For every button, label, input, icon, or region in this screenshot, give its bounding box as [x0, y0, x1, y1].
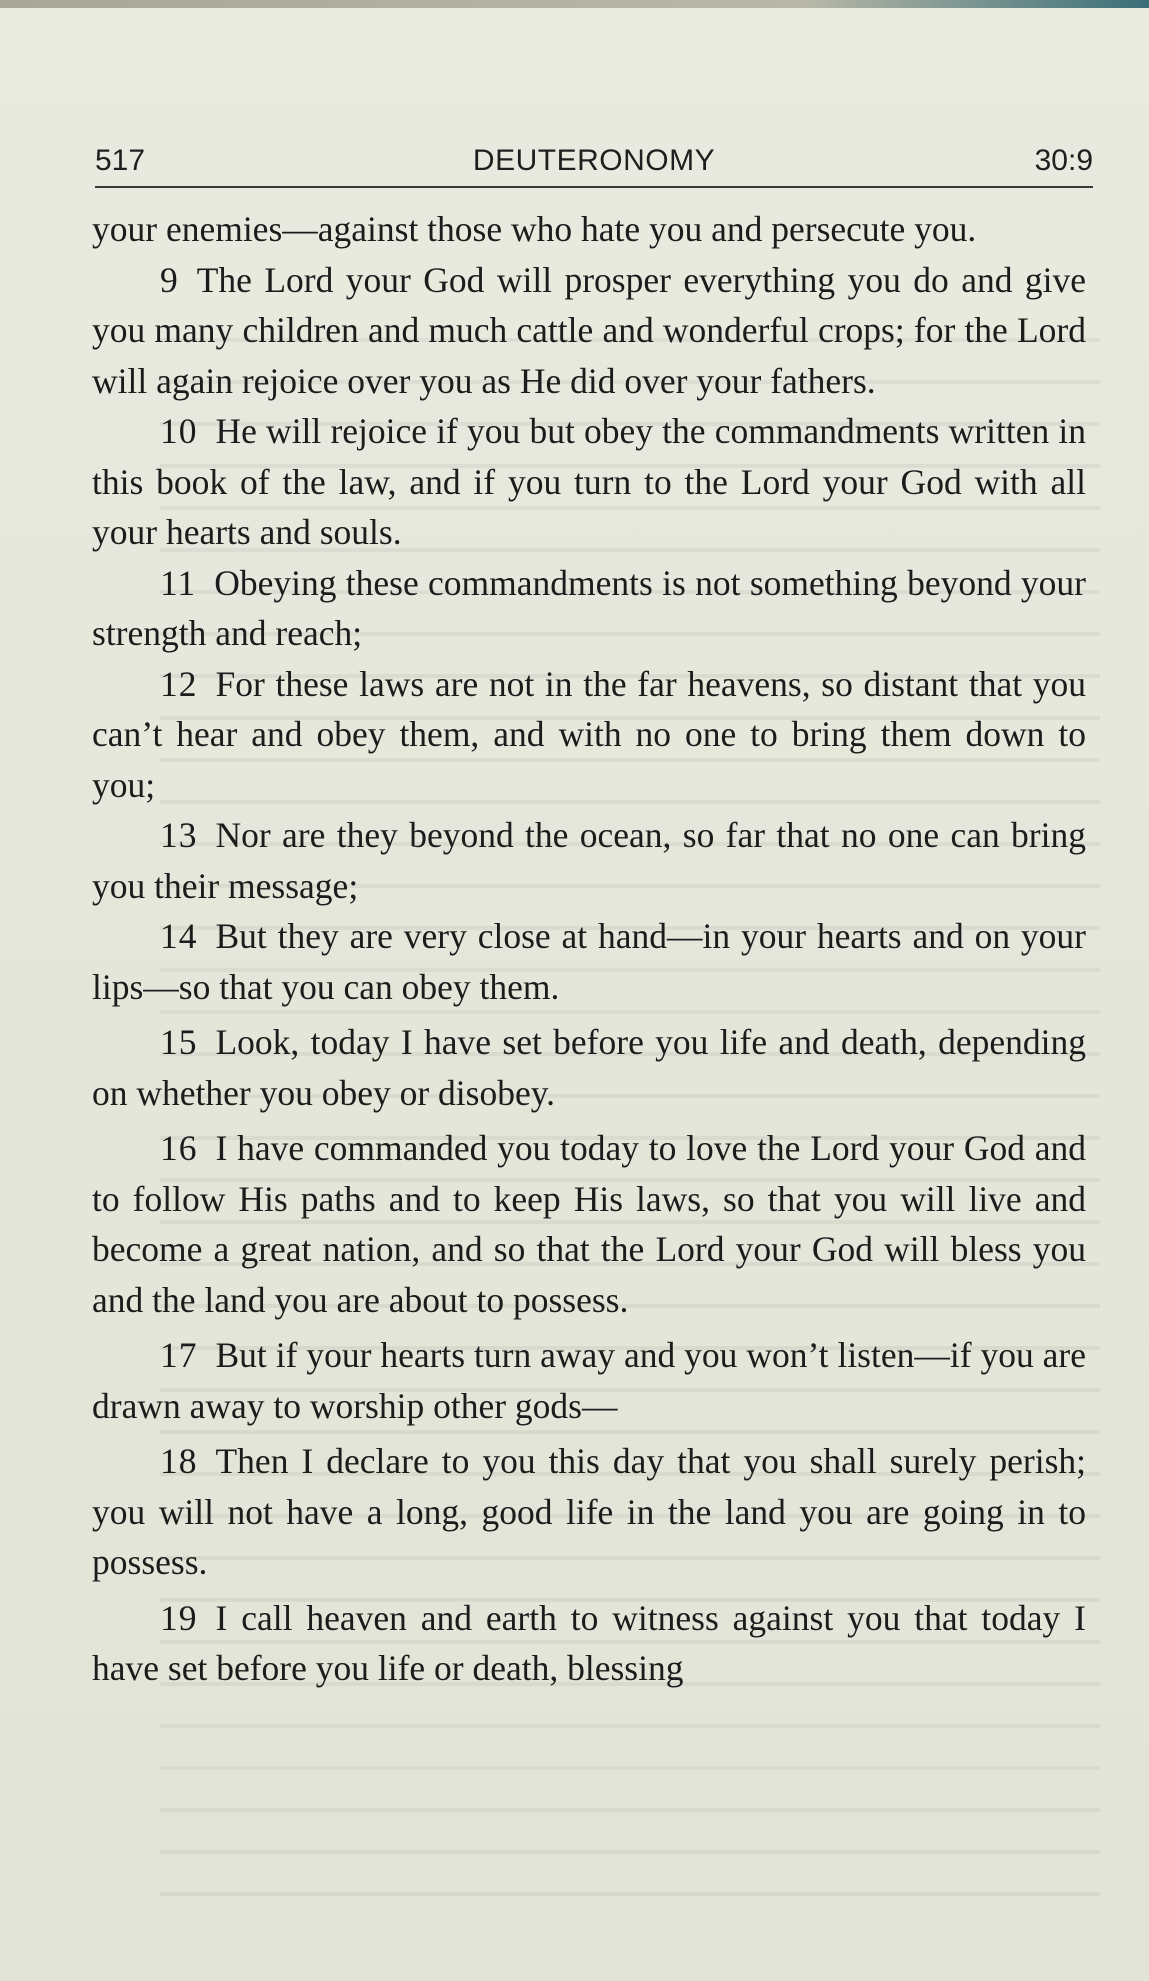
- verse: [92, 558, 1086, 659]
- verse-number: 13: [160, 815, 198, 855]
- verse-text: Nor are they beyond the ocean, so far that no one can bring you their message;: [92, 815, 1086, 906]
- verse-text: He will rejoice if you but obey the commandments written in this book of the law, and if you turn to the Lord your God with all your hearts and souls.: [92, 411, 1086, 552]
- verse: [92, 1123, 1086, 1325]
- verse: [92, 406, 1086, 558]
- verse-text: But they are very close at hand—in your hearts and on your lips—so that you can obey them.: [92, 916, 1086, 1007]
- verse: [92, 1436, 1086, 1588]
- book-title: DEUTERONOMY: [472, 144, 716, 177]
- verse-text: For these laws are not in the far heavens, so distant that you can’t hear and obey them, and with no one to bring them down to you;: [92, 663, 1086, 805]
- verse-number: 9: [160, 259, 179, 300]
- verse: [92, 1593, 1086, 1694]
- verse-number: 15: [160, 1022, 198, 1062]
- verse-text: The Lord your God will prosper everything you do and give you many children and much cattle and wonderful crops; for the Lord will again rejoice over you as He did over your fathers.: [92, 259, 1086, 401]
- verse-number: 16: [160, 1128, 198, 1168]
- verse-text: But if your hearts turn away and you won’t listen—if you are drawn away to worship other gods—: [92, 1335, 1086, 1426]
- verse-text: Then I declare to you this day that you shall surely perish; you will not have a long, good life in the land you are going in to possess.: [92, 1441, 1086, 1582]
- verse-number: 12: [160, 663, 198, 704]
- verse-number: 10: [160, 411, 198, 451]
- verse: [92, 255, 1086, 407]
- verse-number: 17: [160, 1335, 198, 1375]
- verse: [92, 659, 1086, 811]
- chapter-verse-ref: 30:9: [1034, 144, 1093, 177]
- page-top-edge: [0, 0, 1149, 8]
- page-number: 517: [95, 144, 146, 177]
- verse-number: 19: [160, 1597, 198, 1638]
- verse-text: I have commanded you today to love the Lord your God and to follow His paths and to keep His laws, so that you will live and become a great nation, and so that the Lord your God will bless you and the land you are about to possess.: [92, 1128, 1086, 1320]
- verse: [92, 1330, 1086, 1431]
- verse-number: 11: [160, 562, 197, 603]
- verse-text: I call heaven and earth to witness against you that today I have set before you life or death, blessing: [92, 1597, 1086, 1688]
- body-text: [92, 204, 1086, 1694]
- verse-text: Obeying these commandments is not something beyond your strength and reach;: [92, 562, 1086, 653]
- verse: [92, 911, 1086, 1012]
- verse-number: 14: [160, 916, 198, 956]
- verse-number: 18: [160, 1441, 198, 1481]
- verse: [92, 810, 1086, 911]
- verse: [92, 1017, 1086, 1118]
- running-header: [95, 140, 1093, 188]
- verse-text: Look, today I have set before you life and death, depending on whether you obey or disobey.: [92, 1022, 1086, 1113]
- continuation-paragraph: your enemies—against those who hate you and persecute you.: [92, 209, 977, 249]
